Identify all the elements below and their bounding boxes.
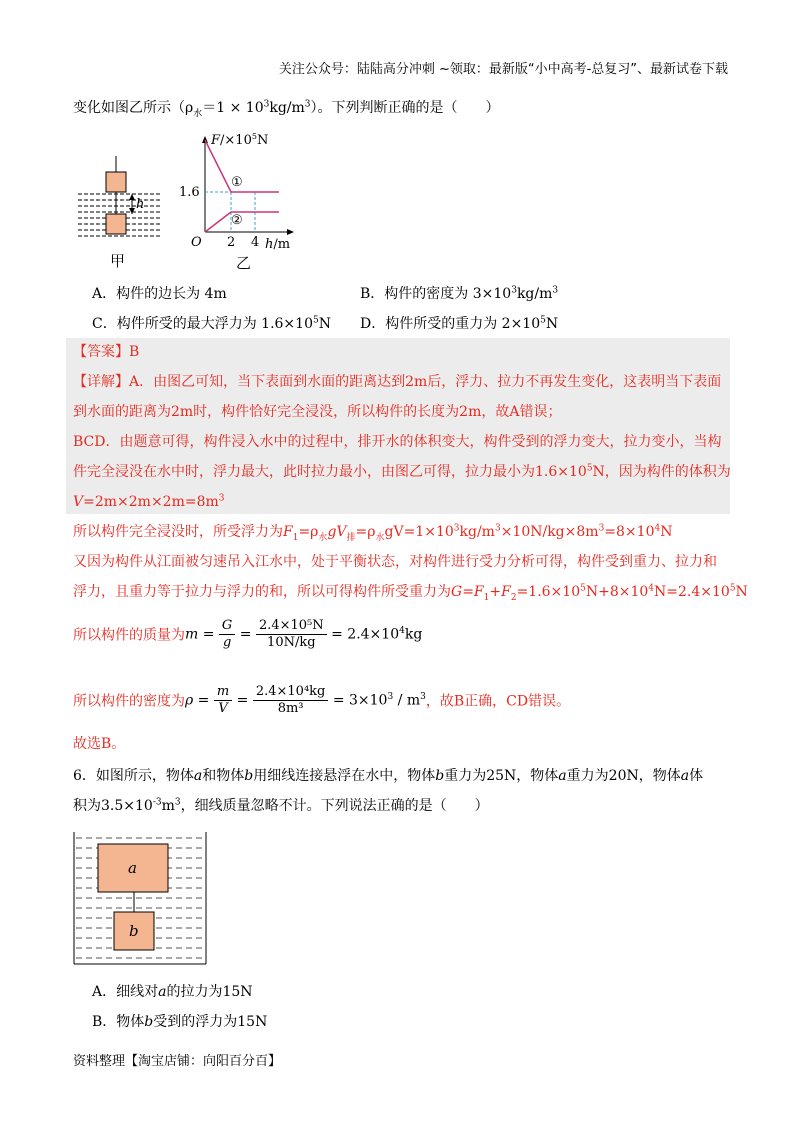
q6-option-b: B．物体b受到的浮力为15N <box>92 1014 268 1030</box>
detail-line-1: 【详解】A．由图乙可知，当下表面到水面的距离达到2m后，浮力、拉力不再发生变化，这表明当下表面 <box>73 374 722 390</box>
option-d: D．构件所受的重力为 $2\times 10^5N$ <box>360 315 559 332</box>
mass-formula: 所以构件的质量为m = $\frac{G}{g}$ = $\frac{\text{2.4×10⁵N}}{10N/kg}$ = $2.4\times 10^4kg$ <box>73 618 423 650</box>
figure-jia-label: 甲 <box>110 252 126 270</box>
detail-line-7: 又因为构件从江面被匀速吊入江水中，处于平衡状态，对构件进行受力分析可得，构件受到重力、拉力和 <box>73 554 717 570</box>
detail-line-5: $V=2m\times 2m\times 2m=8m^3$ <box>73 493 225 510</box>
tick-x1-label: 2 <box>227 235 236 250</box>
detail-line-3: BCD．由题意可得，构件浸入水中的过程中，排开水的体积变大，构件受到的浮力变大，拉力变小，当构 <box>73 434 722 450</box>
question-6-stem-2: 积为$3.5\times 10^{-3}m^3$，细线质量忽略不计。下列说法正确的是（ ） <box>73 797 489 814</box>
tick-x2-label: 4 <box>251 235 260 250</box>
density-formula: 所以构件的密度为ρ = $\frac{m}{V}$ = $\frac{\text{2.4×10⁴kg}}{\text{8m³}}$ = $3\times 10^3 / m^3$，故B正确，CD错误。 <box>73 684 571 716</box>
block-b-label: b <box>129 922 139 940</box>
option-a: A．构件的边长为 4m <box>92 286 227 302</box>
answer-label: 【答案】B <box>73 344 140 360</box>
conclusion: 故选B。 <box>73 736 126 752</box>
origin-label: O <box>191 235 202 250</box>
line-1-label: ① <box>231 175 243 190</box>
option-c: C．构件所受的最大浮力为 $1.6\times 10^5N$ <box>92 315 331 332</box>
block-above-water <box>106 172 126 192</box>
page-footer: 资料整理【淘宝店铺：向阳百分百】 <box>73 1054 282 1069</box>
detail-line-6: 所以构件完全浸没时，所受浮力为$F_1=\rho_水gV_排=\rho_水gV=1\times 10^3kg/m^3\times 10N/kg\times 8m^3=8\times 10^4N$ <box>73 523 673 543</box>
block-in-water <box>106 214 126 234</box>
figure-yi-label: 乙 <box>236 254 252 272</box>
question-6-stem-1: 6．如图所示，物体a和物体b用细线连接悬浮在水中，物体b重力为25N，物体a重力为20N，物体a体 <box>73 768 704 784</box>
x-axis-label: h/m <box>265 237 291 252</box>
detail-line-2: 到水面的距离为2m时，构件恰好完全浸没，所以构件的长度为2m，故A错误； <box>73 404 562 420</box>
page-header: 关注公众号：陆陆高分冲刺 ~领取：最新版“小中高考-总复习”、最新试卷下载 <box>278 62 728 77</box>
block-a-label: a <box>128 859 137 877</box>
question-5-stem: 变化如图乙所示$(\rho_水=1 \times 10^3kg/m^3)$。下列判断正确的是（ ） <box>73 99 500 119</box>
y-axis-label: $F/\times 10^5N$ <box>211 132 269 148</box>
detail-line-8: 浮力，且重力等于拉力与浮力的和，所以可得构件所受重力为$G=F_1+F_2=1.6\times 10^5N+8\times 10^4N=2.4\times 10^5N$ <box>73 583 748 603</box>
detail-line-4: 件完全浸没在水中时，浮力最大，此时拉力最小，由图乙可得，拉力最小为$1.6\times 10^5N$，因为构件的体积为 <box>73 463 731 480</box>
depth-label: h <box>136 197 145 212</box>
option-b: B．构件的密度为 $3\times 10^3kg/m^3$ <box>360 285 559 302</box>
line-2-label: ② <box>231 213 243 228</box>
figure-yi-graph <box>175 128 315 258</box>
figure-q6 <box>70 828 210 968</box>
q6-option-a: A．细线对a的拉力为15N <box>92 984 253 1000</box>
tick-y-label: 1.6 <box>179 185 200 200</box>
answer-highlight <box>66 338 730 514</box>
